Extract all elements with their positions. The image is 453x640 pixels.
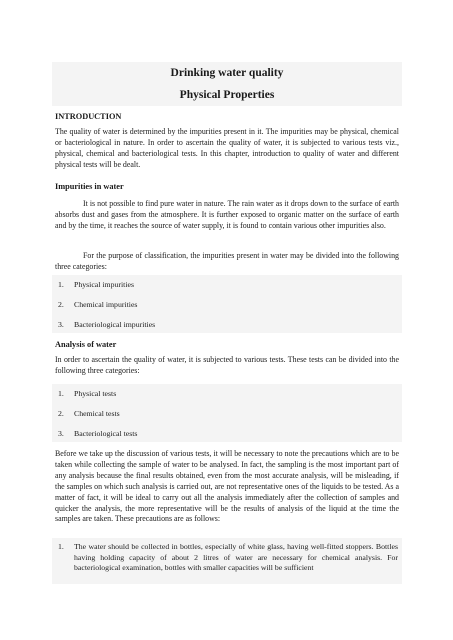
- list-item: [58, 542, 398, 574]
- list-label: Bacteriological impurities: [74, 320, 156, 329]
- list-item: [58, 300, 137, 310]
- list-number: 3.: [58, 429, 64, 438]
- list-label: Physical impurities: [74, 280, 134, 289]
- list-item: [58, 409, 120, 419]
- list-item: [58, 320, 155, 330]
- document-subtitle: Physical Properties: [179, 89, 275, 101]
- list-number: 2.: [58, 409, 64, 418]
- document-title: Drinking water quality: [170, 67, 284, 79]
- introduction-text: The quality of water is determined by the impurities present in it. The impurities may be physical, chemical or bacteriological in nature. In order to ascertain the quality of water, it is subjected to various tests viz., physical, chemical and bacteriological tests. In this chapter, introduction to quality of water and different physical tests will be dealt.: [55, 127, 399, 169]
- analysis-heading: Analysis of water: [55, 340, 117, 349]
- list-number: 1.: [58, 389, 64, 398]
- impurities-heading: Impurities in water: [55, 182, 124, 191]
- list-label: Chemical impurities: [74, 300, 138, 309]
- list-item: [58, 389, 116, 399]
- list-number: 1.: [58, 542, 64, 551]
- list-label: The water should be collected in bottles, especially of white glass, having well-fitted stoppers. Bottles having holding capacity of about 2 litres of water are necessary for chemical analysis. For bacteriological examination, bottles with smaller capacities will be sufficient: [74, 542, 398, 573]
- analysis-text: In order to ascertain the quality of water, it is subjected to various tests. These tests can be divided into the following three categories:: [55, 355, 399, 375]
- list-label: Bacteriological tests: [74, 429, 138, 438]
- impurities-paragraph-1: It is not possible to find pure water in nature. The rain water as it drops down to the surface of earth absorbs dust and gases from the atmosphere. It is further exposed to organic matter on the surface of earth and by the time, it reaches the source of water supply, it is found to contain various other impurities also.: [55, 199, 399, 230]
- list-item: [58, 429, 137, 439]
- introduction-heading: INTRODUCTION: [55, 112, 122, 121]
- list-number: 3.: [58, 320, 64, 329]
- list-number: 1.: [58, 280, 64, 289]
- impurities-paragraph-2: For the purpose of classification, the impurities present in water may be divided into the following three categories:: [55, 251, 399, 271]
- list-number: 2.: [58, 300, 64, 309]
- precautions-text: Before we take up the discussion of various tests, it will be necessary to note the precautions which are to be taken while collecting the sample of water to be analysed. In fact, the sampling is the most important part of any analysis because the final results obtained, even from the most accurate analysis, will be misleading, if the samples on which such analysis is carried out, are not representative ones of the liquids to be tested. As a matter of fact, it will be ideal to carry out all the analysis immediately after the collection of samples and quicker the analysis, the more representative will be the results of analysis of the liquid at the time the samples are taken. These precautions are as follows:: [55, 449, 399, 524]
- list-label: Physical tests: [74, 389, 117, 398]
- list-label: Chemical tests: [74, 409, 120, 418]
- list-item: [58, 280, 134, 290]
